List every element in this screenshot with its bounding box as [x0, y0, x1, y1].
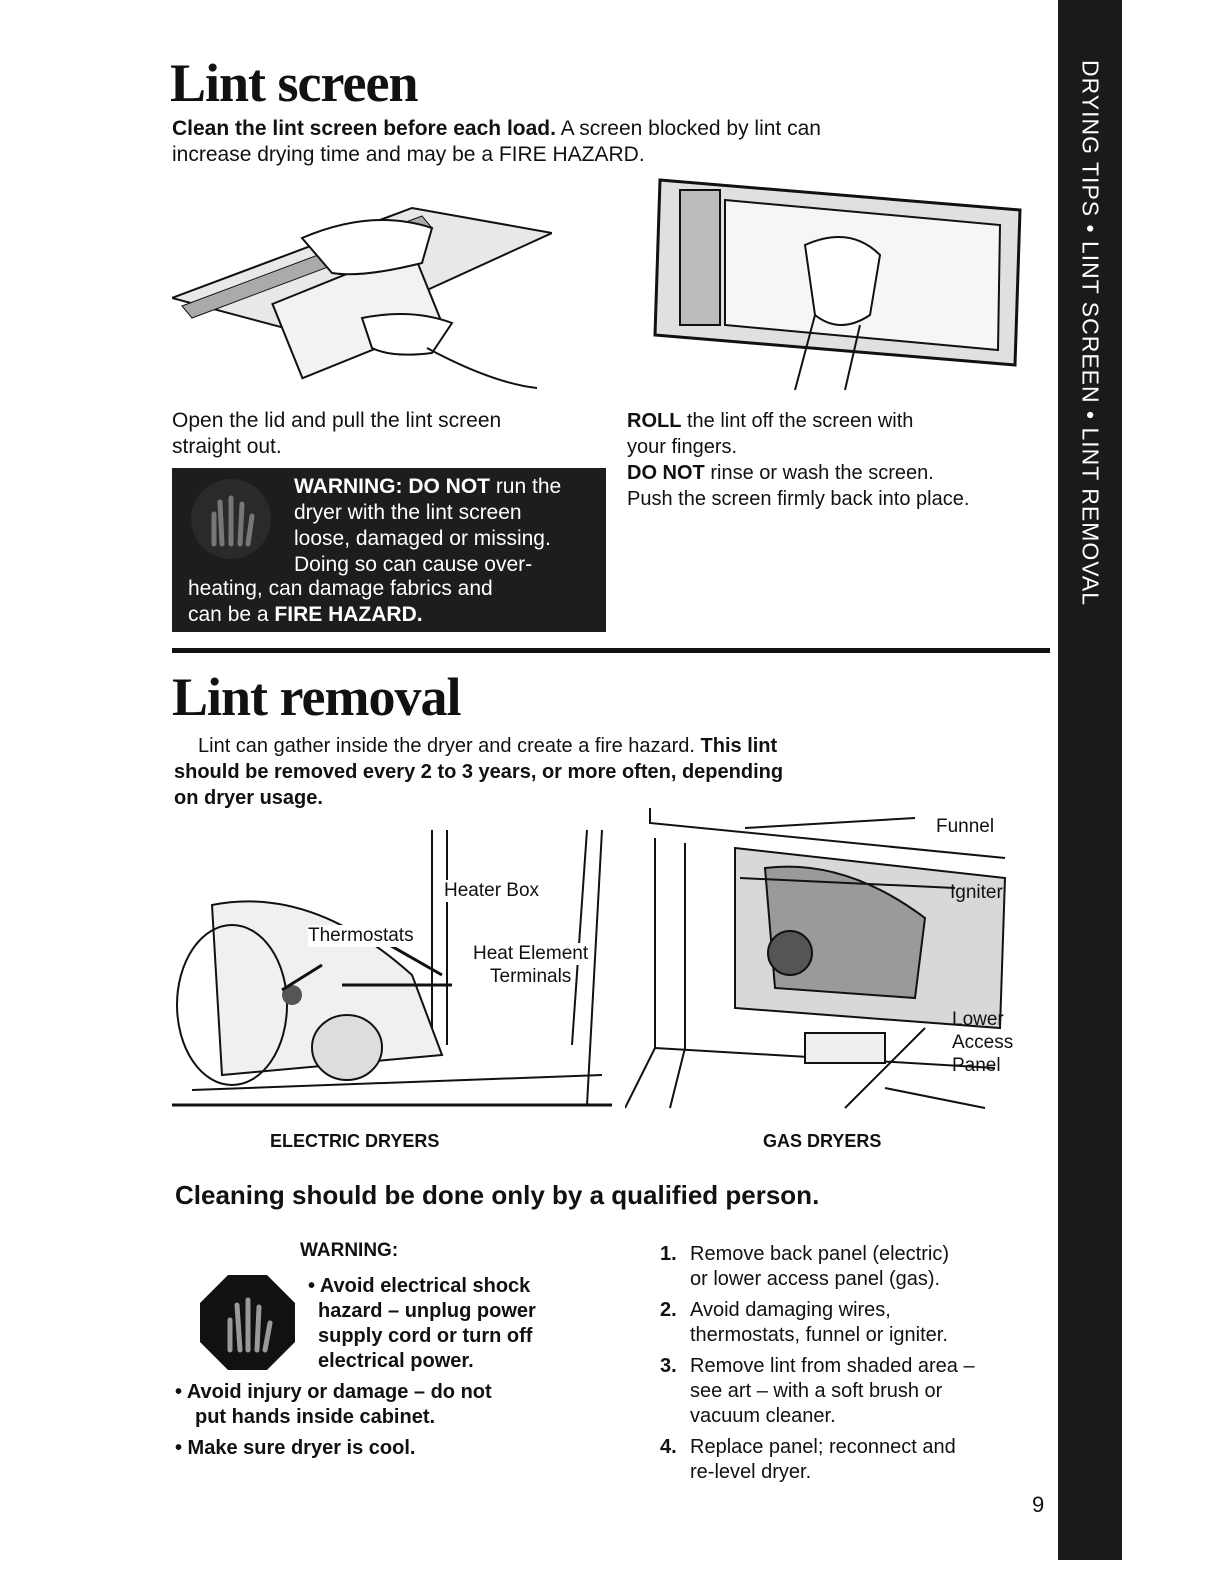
warning-line: heating, can damage fabrics and: [188, 577, 493, 600]
step-line: thermostats, funnel or igniter.: [690, 1324, 948, 1346]
thermostats-label: Thermostats: [308, 925, 414, 946]
donot-bold: DO NOT: [627, 462, 705, 484]
warning-line: dryer with the lint screen: [294, 501, 522, 524]
warning-line: supply cord or turn off: [318, 1325, 533, 1347]
warning-line: run the: [489, 475, 562, 498]
step-number: 3.: [660, 1355, 677, 1377]
intro-rest: A screen blocked by lint can: [555, 117, 821, 140]
step-line: Remove back panel (electric): [690, 1243, 949, 1265]
warning-line: can be a: [188, 603, 275, 626]
warning-bold: WARNING: DO NOT: [294, 475, 490, 498]
warning-line: electrical power.: [318, 1350, 474, 1372]
warning-text-top: [294, 474, 599, 578]
warning-item-1: [308, 1274, 536, 1374]
heat-element-label: Heat Element: [473, 943, 589, 964]
step-number: 2.: [660, 1299, 677, 1321]
lint-removal-title: Lint removal: [172, 667, 461, 727]
step-line: Replace panel; reconnect and: [690, 1436, 956, 1458]
shock-hazard-icon: [200, 1275, 295, 1370]
warning-line: • Avoid injury or damage – do not: [175, 1381, 492, 1403]
page-number: 9: [1032, 1492, 1045, 1517]
step-line: re-level dryer.: [690, 1461, 812, 1483]
access-text: Access: [952, 1032, 1014, 1053]
step-number: 4.: [660, 1436, 677, 1458]
lint-screen-title: Lint screen: [170, 53, 418, 113]
lint-screen-intro: [172, 116, 1032, 168]
hand-warning-icon: [186, 474, 276, 564]
step-line: see art – with a soft brush or: [690, 1380, 943, 1402]
pull-lint-screen-illustration: [172, 178, 552, 393]
warning-title: WARNING:: [300, 1240, 399, 1261]
step-number: 1.: [660, 1243, 677, 1265]
intro-line3: on dryer usage.: [174, 787, 323, 809]
sidebar-tab: [1058, 0, 1122, 1560]
electric-dryers-caption: ELECTRIC DRYERS: [270, 1131, 440, 1151]
qualified-person-heading: Cleaning should be done only by a qualified person.: [175, 1180, 820, 1210]
step-line: Avoid damaging wires,: [690, 1299, 891, 1321]
lower-text: Lower: [952, 1009, 1004, 1030]
warning-line: hazard – unplug power: [318, 1300, 536, 1322]
step-item: [660, 1435, 1050, 1485]
steps-list: [660, 1242, 1050, 1485]
roll-rest: the lint off the screen with: [681, 410, 914, 432]
step-item: [660, 1298, 1050, 1348]
warning-item-2: [175, 1380, 492, 1430]
lint-removal-intro: [174, 733, 1034, 811]
lower-access-panel-label: [952, 1008, 1013, 1077]
intro-bold: Clean the lint screen before each load.: [172, 117, 556, 140]
warning-box: [172, 468, 606, 632]
section-divider: [172, 648, 1050, 653]
step-item: [660, 1354, 1050, 1429]
heater-box-label: Heater Box: [444, 880, 540, 901]
panel-text: Panel: [952, 1055, 1001, 1076]
donot-rest: rinse or wash the screen.: [704, 462, 934, 484]
step-line: or lower access panel (gas).: [690, 1268, 941, 1290]
roll-bold: ROLL: [627, 410, 682, 432]
warning-item-3: • Make sure dryer is cool.: [175, 1437, 416, 1459]
intro-line2: increase drying time and may be a FIRE HAZARD.: [172, 143, 645, 166]
step-line: vacuum cleaner.: [690, 1405, 836, 1427]
intro-line2: should be removed every 2 to 3 years, or more often, depending: [174, 761, 784, 783]
gas-dryers-caption: GAS DRYERS: [763, 1131, 882, 1151]
step-line: Remove lint from shaded area –: [690, 1355, 975, 1377]
terminals-label: Terminals: [490, 966, 572, 987]
step-item: [660, 1242, 1050, 1292]
igniter-label: Igniter: [950, 882, 1003, 903]
intro-bold: This lint: [694, 735, 778, 757]
roll-line2: your fingers.: [627, 436, 738, 458]
warning-line: • Avoid electrical shock: [308, 1275, 531, 1297]
funnel-label: Funnel: [936, 816, 995, 837]
push-text: Push the screen firmly back into place.: [627, 488, 970, 510]
pull-caption: [172, 408, 501, 460]
pull-caption-line: straight out.: [172, 435, 282, 458]
warning-line: loose, damaged or missing.: [294, 527, 551, 550]
pull-caption-line: Open the lid and pull the lint screen: [172, 409, 502, 432]
roll-caption: [627, 408, 1052, 512]
roll-lint-illustration: [620, 165, 1040, 395]
intro-normal: Lint can gather inside the dryer and create a fire hazard.: [198, 735, 695, 757]
warning-text-bottom: [188, 576, 598, 628]
sidebar-text: DRYING TIPS • LINT SCREEN • LINT REMOVAL: [1077, 60, 1104, 607]
warning-line: put hands inside cabinet.: [195, 1406, 436, 1428]
warning-line: Doing so can cause over-: [294, 553, 533, 576]
fire-hazard-text: FIRE HAZARD.: [274, 603, 423, 626]
